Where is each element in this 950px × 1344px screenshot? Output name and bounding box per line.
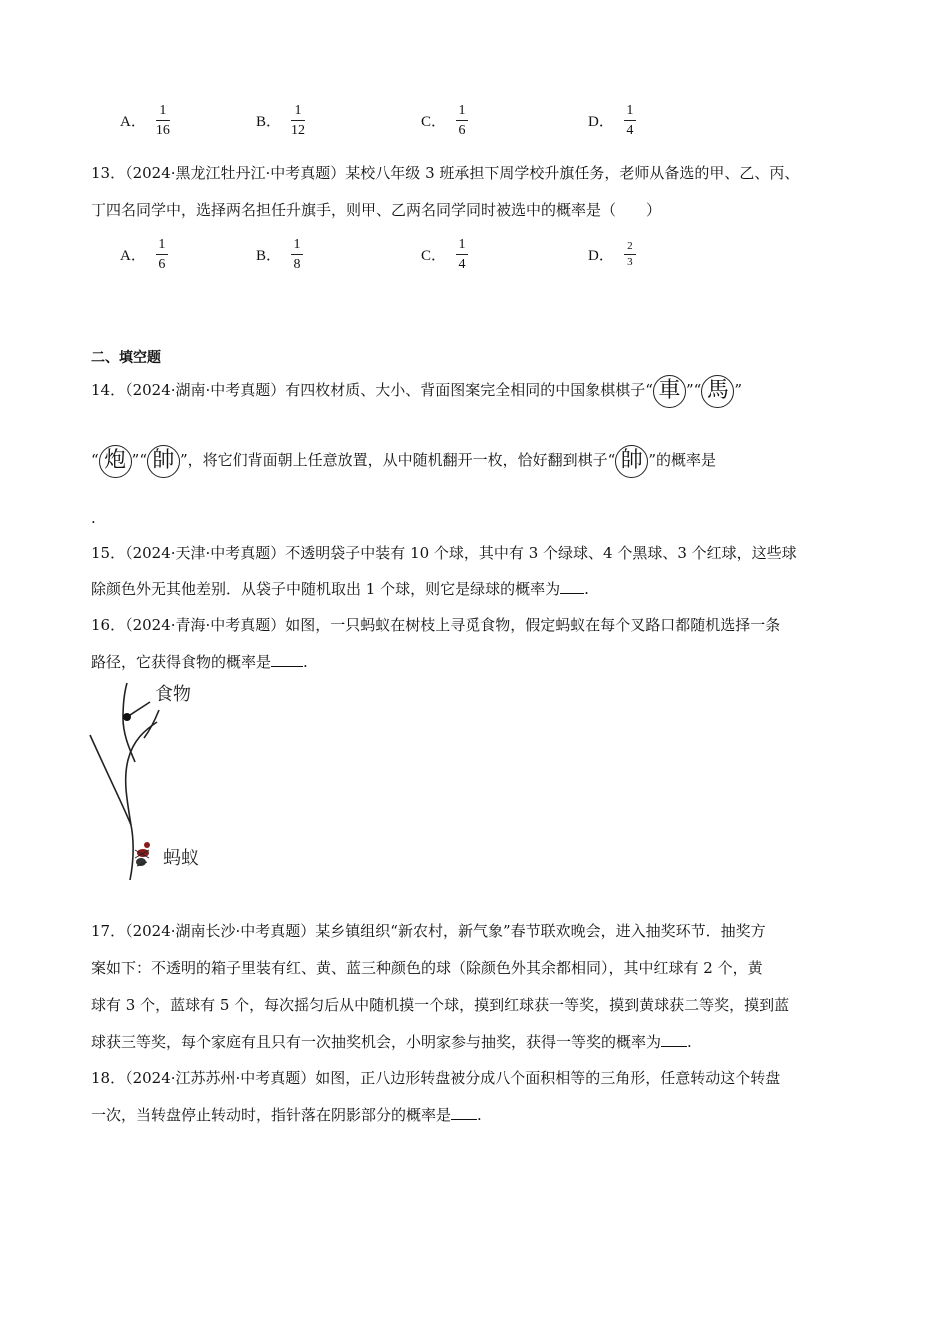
- q17-line2: 案如下：不透明的箱子里装有红、黄、蓝三种颜色的球（除颜色外其余都相同），其中红球有 2 个，黄: [91, 959, 763, 977]
- label-food: 食物: [155, 684, 191, 705]
- chess-piece-shuai: 帥: [147, 445, 180, 478]
- food-dot: [123, 713, 131, 721]
- q14-line2: “ 炮 ”“ 帥 ”，将它们背面朝上任意放置，从中随机翻开一枚，恰好翻到棋子“ 帥 ”的概率是: [91, 442, 716, 478]
- q17-line4: 球获三等奖，每个家庭有且只有一次抽奖机会，小明家参与抽奖，获得一等奖的概率为 .: [91, 1033, 692, 1051]
- chess-piece-che: 車: [653, 375, 686, 408]
- fraction: $\frac{1}{12}$: [291, 103, 306, 138]
- q12-option-b: B． $\frac{1}{12}$: [256, 103, 306, 138]
- answer-blank: [661, 1032, 687, 1047]
- q18-line1: 18．（2024·江苏苏州·中考真题）如图，正八边形转盘被分成八个面积相等的三角形，任意转动这个转盘: [91, 1069, 781, 1087]
- fraction: $\frac{1}{4}$: [456, 236, 468, 273]
- chess-piece-ma: 馬: [701, 375, 734, 408]
- chess-piece-pao: 炮: [99, 445, 132, 478]
- q17-line1: 17．（2024·湖南长沙·中考真题）某乡镇组织“新农村，新气象”春节联欢晚会，进入抽奖环节．抽奖方: [91, 922, 766, 940]
- fraction: $\frac{1}{4}$: [624, 102, 636, 139]
- q14-line1: 14．（2024·湖南·中考真题）有四枚材质、大小、背面图案完全相同的中国象棋棋子“ 車 ”“ 馬 ”: [91, 372, 742, 408]
- ant-tree-figure: [85, 680, 225, 886]
- q12-option-c: C． $\frac{1}{6}$: [421, 102, 468, 139]
- tree-upper-branch: [123, 683, 135, 762]
- tree-middle-branch: [126, 722, 157, 825]
- q13-option-d: D． $\frac{2}{3}$: [588, 240, 636, 269]
- q13-option-c: C． $\frac{1}{4}$: [421, 236, 468, 273]
- q13-line1: 13．（2024·黑龙江牡丹江·中考真题）某校八年级 3 班承担下周学校升旗任务，老师从备选的甲、乙、丙、: [91, 164, 800, 182]
- pointer-line: [127, 702, 150, 717]
- answer-blank: [560, 579, 584, 594]
- q15-line2: 除颜色外无其他差别．从袋子中随机取出 1 个球，则它是绿球的概率为 .: [91, 580, 589, 598]
- fraction: $\frac{1}{16}$: [155, 103, 170, 138]
- q13-line2: 丁四名同学中，选择两名担任升旗手，则甲、乙两名同学同时被选中的概率是（ ）: [91, 201, 662, 219]
- q12-option-d: D． $\frac{1}{4}$: [588, 102, 636, 139]
- fraction: $\frac{1}{6}$: [456, 102, 468, 139]
- q14-line3: .: [91, 509, 96, 527]
- fraction: $\frac{2}{3}$: [624, 240, 636, 269]
- fraction: $\frac{1}{8}$: [291, 236, 303, 273]
- label-ant: 蚂蚁: [163, 848, 199, 869]
- q16-line2: 路径，它获得食物的概率是 .: [91, 653, 308, 671]
- ant-icon: [135, 842, 150, 866]
- answer-blank: [271, 652, 303, 667]
- tree-right-branch: [144, 710, 159, 738]
- q17-line3: 球有 3 个，蓝球有 5 个，每次摇匀后从中随机摸一个球，摸到红球获一等奖，摸到黄球获二等奖，摸到蓝: [91, 996, 790, 1014]
- q16-line1: 16．（2024·青海·中考真题）如图，一只蚂蚁在树枝上寻觅食物，假定蚂蚁在每个叉路口都随机选择一条: [91, 616, 781, 634]
- fraction: $\frac{1}{6}$: [156, 236, 168, 273]
- answer-blank: [451, 1105, 477, 1120]
- chess-piece-shuai: 帥: [615, 445, 648, 478]
- section-title: 二、填空题: [91, 350, 161, 366]
- tree-left-branch: [90, 735, 133, 880]
- q13-option-a: A． $\frac{1}{6}$: [120, 236, 168, 273]
- q12-option-a: A． $\frac{1}{16}$: [120, 103, 170, 138]
- q15-line1: 15．（2024·天津·中考真题）不透明袋子中装有 10 个球，其中有 3 个绿球、4 个黑球、3 个红球，这些球: [91, 544, 797, 562]
- q13-option-b: B． $\frac{1}{8}$: [256, 236, 303, 273]
- q18-line2: 一次，当转盘停止转动时，指针落在阴影部分的概率是 .: [91, 1106, 482, 1124]
